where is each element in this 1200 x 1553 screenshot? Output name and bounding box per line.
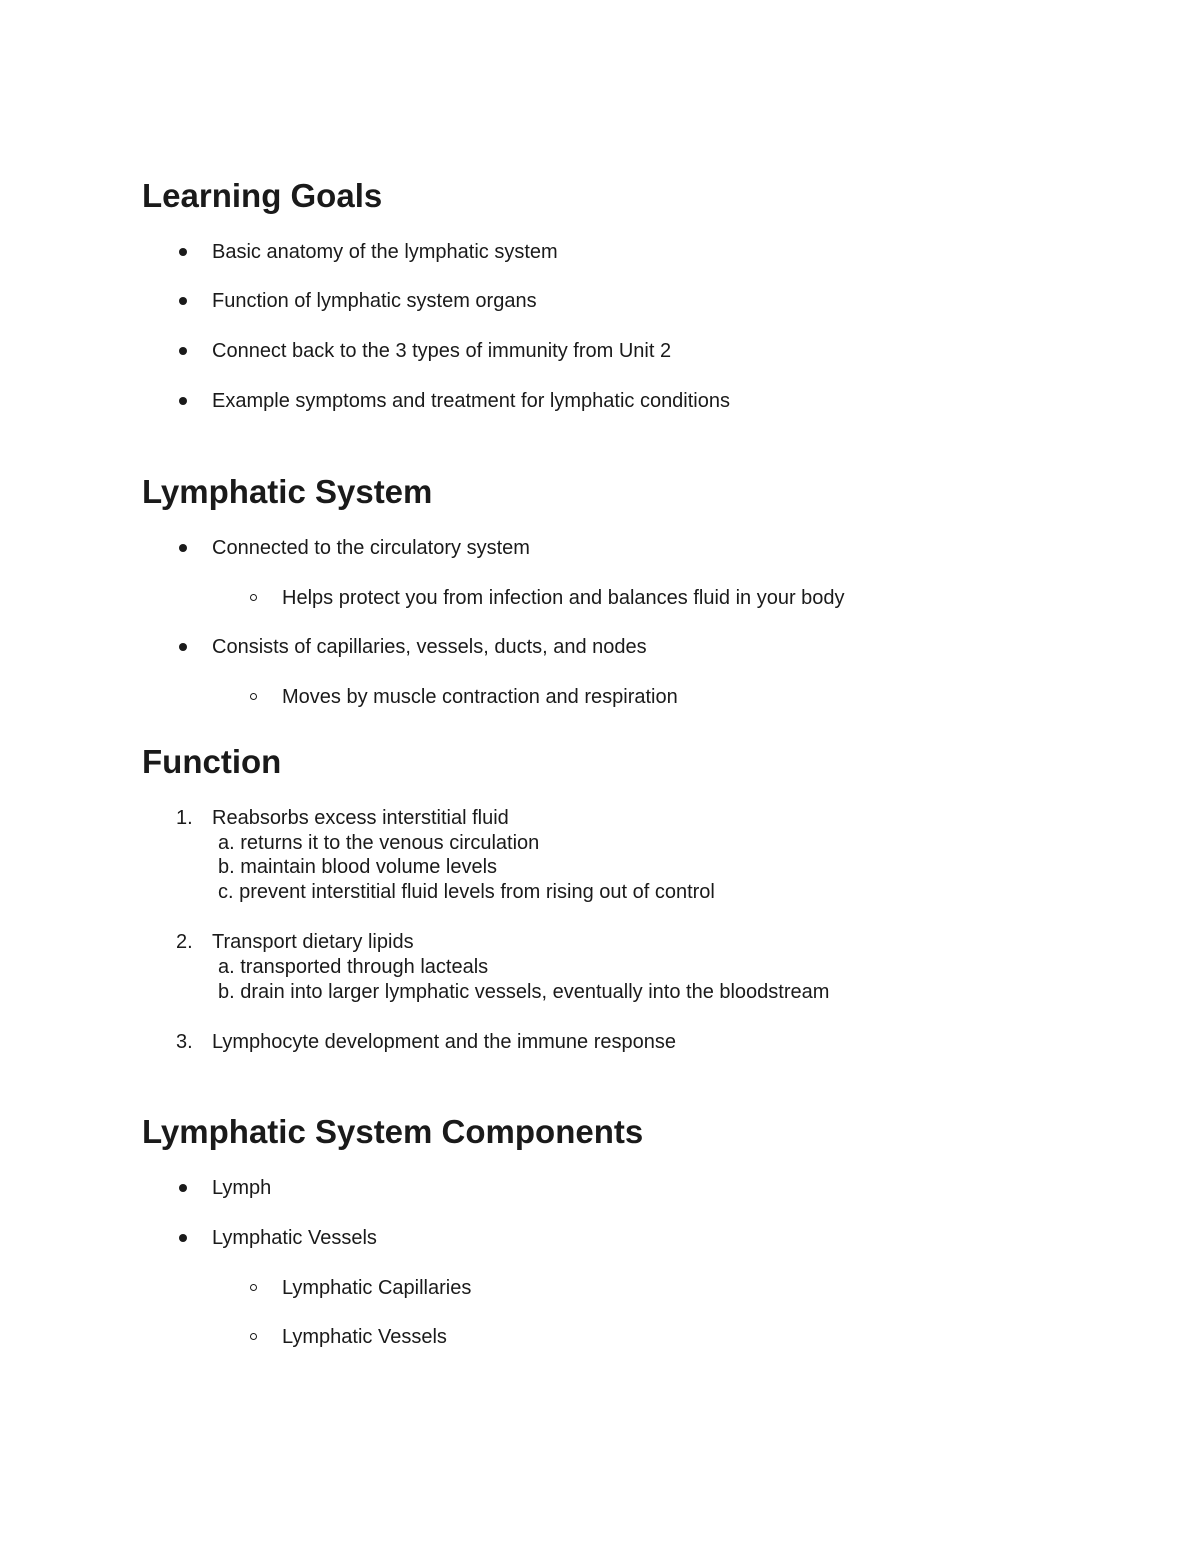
list-item: Basic anatomy of the lymphatic system bbox=[212, 241, 558, 263]
bullet-icon bbox=[179, 544, 187, 552]
list-number: 2. bbox=[176, 931, 193, 953]
sub-bullet-icon bbox=[250, 1333, 257, 1340]
sub-bullet-icon bbox=[250, 693, 257, 700]
list-item: Lymphatic Vessels bbox=[212, 1227, 377, 1249]
components-heading: Lymphatic System Components bbox=[142, 1113, 644, 1150]
sub-list-item: Lymphatic Capillaries bbox=[282, 1277, 472, 1299]
bullet-icon bbox=[179, 248, 187, 256]
bullet-icon bbox=[179, 397, 187, 405]
lymphatic-system-heading: Lymphatic System bbox=[142, 473, 433, 510]
bullet-icon bbox=[179, 643, 187, 651]
sub-list-item: b. drain into larger lymphatic vessels, eventually into the bloodstream bbox=[218, 981, 830, 1003]
list-item: Reabsorbs excess interstitial fluid bbox=[212, 807, 509, 829]
list-number: 3. bbox=[176, 1031, 193, 1053]
sub-list-item: b. maintain blood volume levels bbox=[218, 856, 498, 878]
sub-bullet-icon bbox=[250, 1284, 257, 1291]
function-heading: Function bbox=[142, 743, 282, 780]
list-item: Connected to the circulatory system bbox=[212, 537, 530, 559]
list-item: Lymphocyte development and the immune response bbox=[212, 1031, 676, 1053]
bullet-icon bbox=[179, 1184, 187, 1192]
list-item: Connect back to the 3 types of immunity from Unit 2 bbox=[212, 340, 672, 362]
sub-list-item: c. prevent interstitial fluid levels from rising out of control bbox=[218, 881, 715, 903]
bullet-icon bbox=[179, 297, 187, 305]
list-item: Lymph bbox=[212, 1177, 272, 1199]
sub-bullet-icon bbox=[250, 594, 257, 601]
list-item: Transport dietary lipids bbox=[212, 931, 414, 953]
list-number: 1. bbox=[176, 807, 193, 829]
learning-goals-heading: Learning Goals bbox=[142, 177, 383, 214]
sub-list-item: Lymphatic Vessels bbox=[282, 1326, 447, 1348]
bullet-icon bbox=[179, 347, 187, 355]
list-item: Function of lymphatic system organs bbox=[212, 290, 537, 312]
sub-list-item: a. transported through lacteals bbox=[218, 956, 489, 978]
sub-list-item: Helps protect you from infection and balances fluid in your body bbox=[282, 587, 845, 609]
sub-list-item: Moves by muscle contraction and respiration bbox=[282, 686, 678, 708]
list-item: Example symptoms and treatment for lymphatic conditions bbox=[212, 390, 730, 412]
list-item: Consists of capillaries, vessels, ducts, and nodes bbox=[212, 636, 647, 658]
sub-list-item: a. returns it to the venous circulation bbox=[218, 832, 540, 854]
bullet-icon bbox=[179, 1234, 187, 1242]
